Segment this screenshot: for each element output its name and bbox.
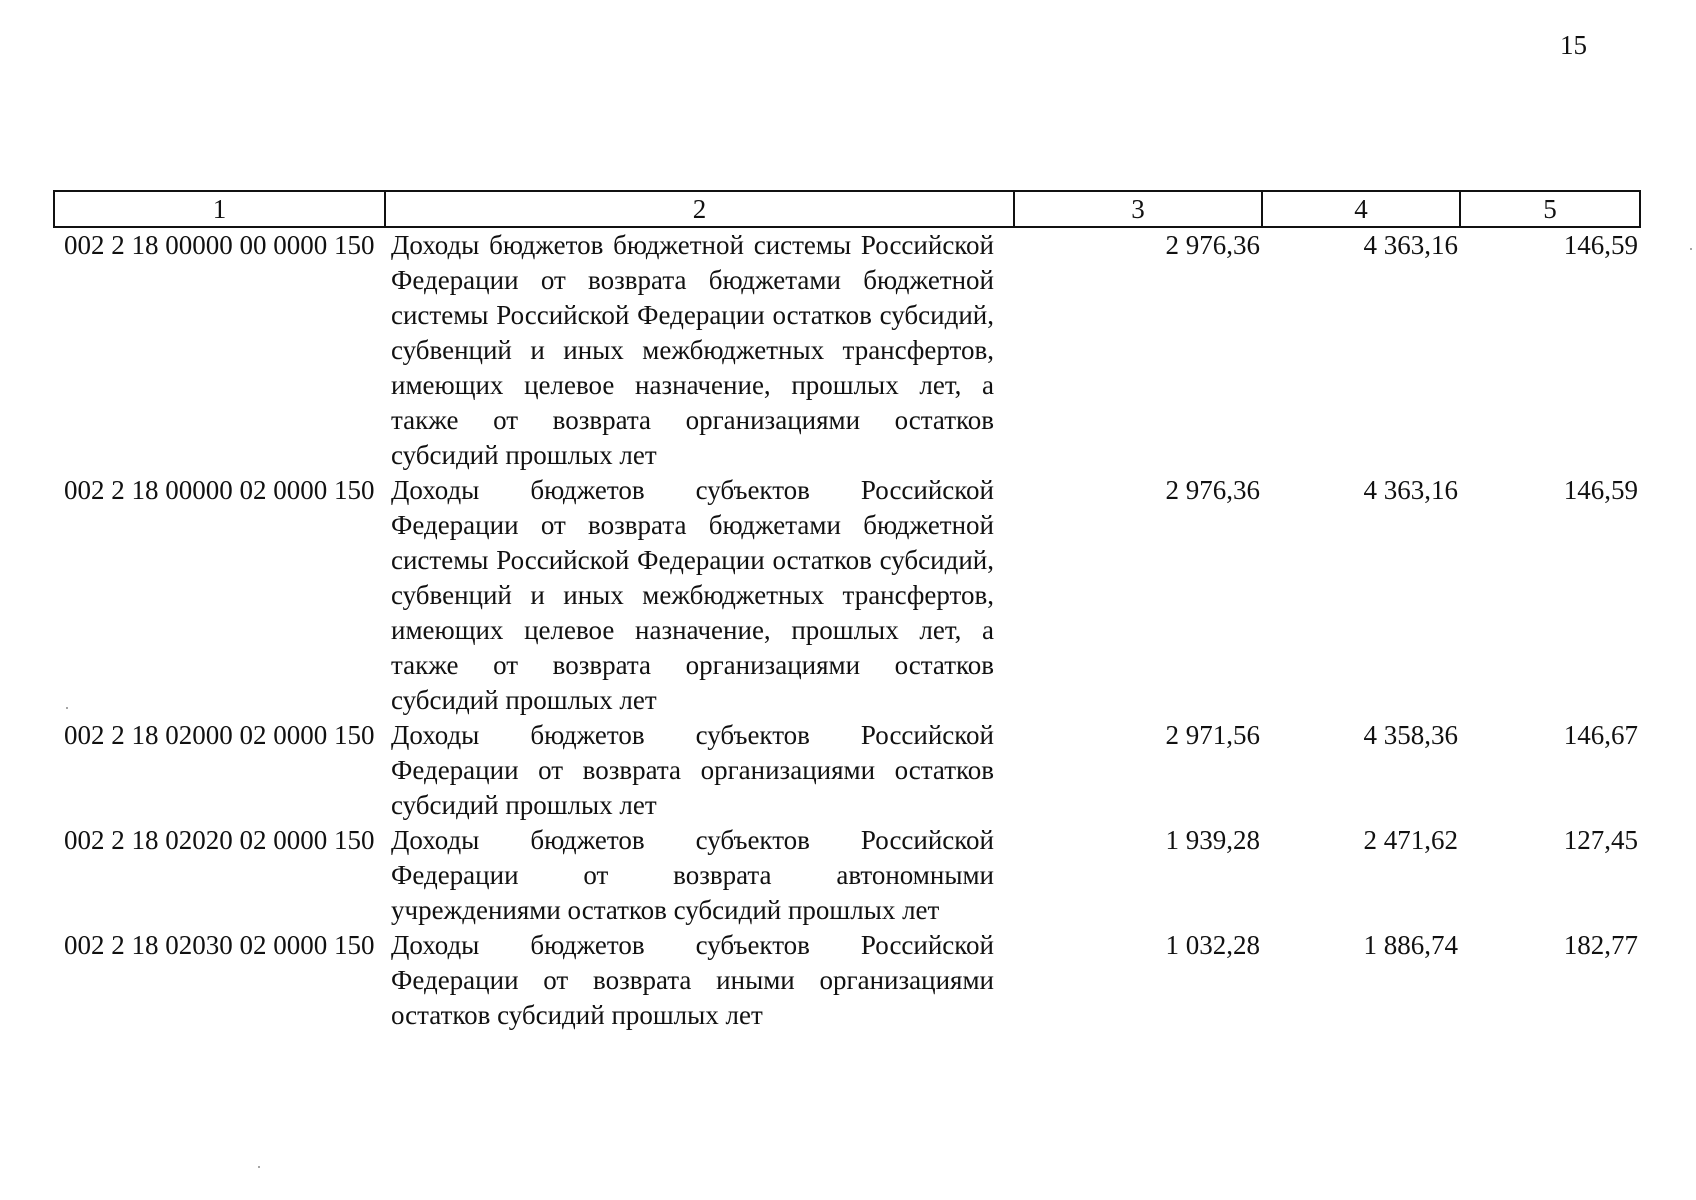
header-col-2: 2 <box>385 191 1014 227</box>
value-col-4: 4 363,16 <box>1363 230 1458 260</box>
value-col-4: 4 363,16 <box>1363 475 1458 505</box>
row-description: Доходы бюджетов субъектов Российской Федерации от возврата автономными учреждениями остатков субсидий прошлых лет <box>391 825 994 925</box>
table-row <box>54 718 1640 823</box>
budget-code: 002 2 18 02030 02 0000 150 <box>64 930 375 960</box>
value-col-5: 182,77 <box>1563 930 1638 960</box>
value-col-3: 1 032,28 <box>1165 930 1260 960</box>
value-col-5: 127,45 <box>1563 825 1638 855</box>
scan-speck <box>258 1166 260 1168</box>
table-header <box>54 191 1640 227</box>
header-col-4: 4 <box>1262 191 1460 227</box>
header-row <box>54 191 1640 227</box>
header-col-3: 3 <box>1014 191 1262 227</box>
value-col-5: 146,67 <box>1563 720 1638 750</box>
table-row <box>54 473 1640 718</box>
table-row <box>54 227 1640 473</box>
value-col-3: 2 976,36 <box>1165 475 1260 505</box>
budget-code: 002 2 18 00000 00 0000 150 <box>64 230 375 260</box>
value-col-3: 2 971,56 <box>1165 720 1260 750</box>
budget-code: 002 2 18 00000 02 0000 150 <box>64 475 375 505</box>
value-col-4: 4 358,36 <box>1363 720 1458 750</box>
row-description: Доходы бюджетов субъектов Российской Федерации от возврата бюджетами бюджетной системы Российской Федерации остатков субсидий, субвенций и иных межбюджетных трансфертов, имеющих целевое назначение, прошлых лет, а также от возврата организациями остатков субсидий прошлых лет <box>391 475 994 715</box>
page-number: 15 <box>1560 30 1587 60</box>
row-description: Доходы бюджетов субъектов Российской Федерации от возврата иными организациями остатков субсидий прошлых лет <box>391 930 994 1030</box>
table-body <box>54 227 1640 1033</box>
value-col-3: 2 976,36 <box>1165 230 1260 260</box>
value-col-5: 146,59 <box>1563 475 1638 505</box>
budget-table <box>53 190 1641 1033</box>
budget-code: 002 2 18 02020 02 0000 150 <box>64 825 375 855</box>
row-description: Доходы бюджетов субъектов Российской Федерации от возврата организациями остатков субсидий прошлых лет <box>391 720 994 820</box>
value-col-4: 2 471,62 <box>1363 825 1458 855</box>
scan-speck <box>66 707 68 709</box>
table-row <box>54 823 1640 928</box>
header-col-5: 5 <box>1460 191 1640 227</box>
value-col-5: 146,59 <box>1563 230 1638 260</box>
row-description: Доходы бюджетов бюджетной системы Российской Федерации от возврата бюджетами бюджетной системы Российской Федерации остатков субсидий, субвенций и иных межбюджетных трансфертов, имеющих целевое назначение, прошлых лет, а также от возврата организациями остатков субсидий прошлых лет <box>391 230 994 470</box>
budget-code: 002 2 18 02000 02 0000 150 <box>64 720 375 750</box>
value-col-3: 1 939,28 <box>1165 825 1260 855</box>
header-col-1: 1 <box>54 191 385 227</box>
table-row <box>54 928 1640 1033</box>
value-col-4: 1 886,74 <box>1363 930 1458 960</box>
scan-speck <box>1690 248 1692 250</box>
